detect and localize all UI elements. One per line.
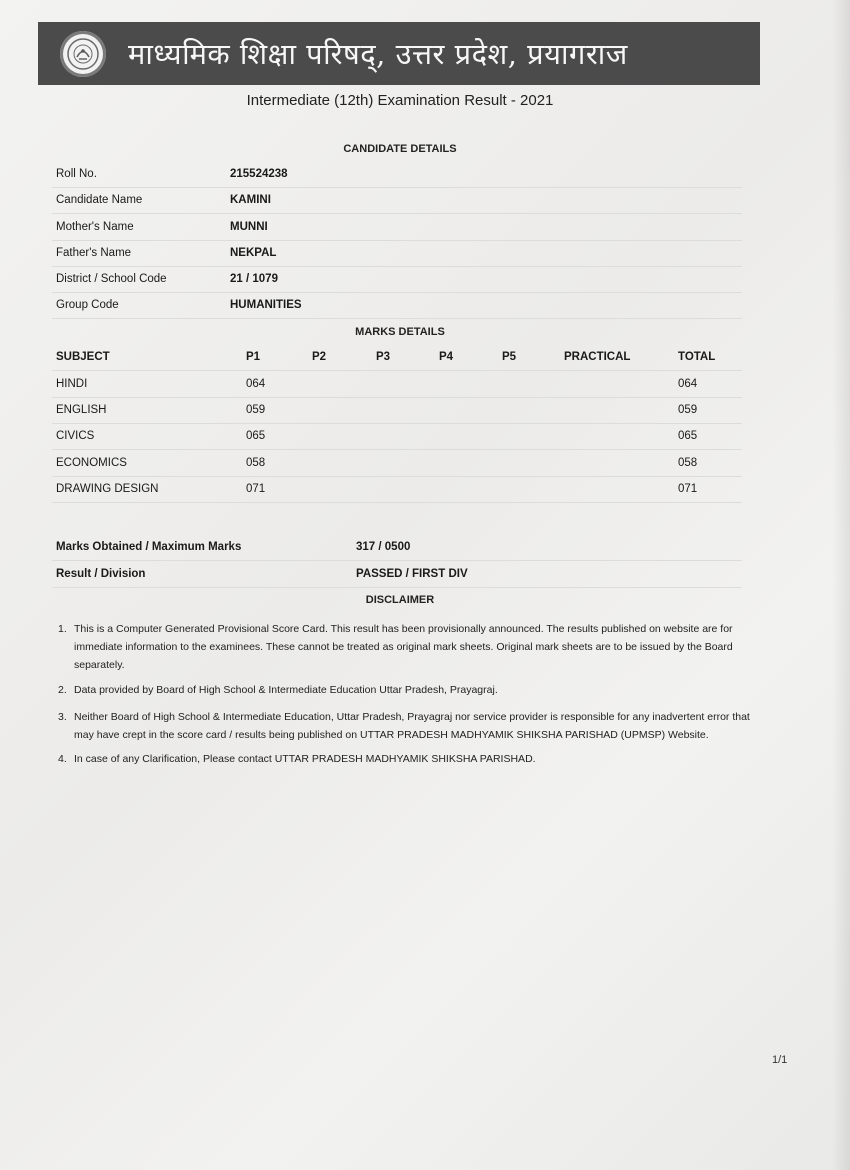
column-header-total: TOTAL — [678, 351, 716, 363]
board-emblem-icon — [60, 31, 106, 77]
exam-title: Intermediate (12th) Examination Result - 2021 — [246, 92, 554, 109]
disclaimer-number: 4. — [58, 753, 67, 765]
result-label: Result / Division — [56, 568, 146, 580]
row-label: District / School Code — [56, 273, 167, 285]
disclaimer-number: 1. — [58, 623, 67, 635]
disclaimer-text: In case of any Clarification, Please contact UTTAR PRADESH MADHYAMIK SHIKSHA PARISHAD. — [74, 753, 536, 765]
column-header-p5: P5 — [502, 351, 517, 363]
subject-cell: DRAWING DESIGN — [56, 483, 159, 495]
p1-cell: 058 — [246, 457, 266, 469]
page-edge-shadow — [832, 0, 850, 1170]
header-band — [38, 22, 760, 85]
total-cell: 065 — [678, 430, 698, 442]
table-row — [52, 476, 742, 503]
column-header-p3: P3 — [376, 351, 391, 363]
candidate-row-group-code — [52, 292, 742, 319]
row-label: Father's Name — [56, 247, 132, 259]
marks-header-row — [52, 344, 742, 371]
disclaimer-item — [58, 681, 750, 699]
p1-cell: 064 — [246, 378, 266, 390]
total-cell: 071 — [678, 483, 698, 495]
total-cell: 064 — [678, 378, 698, 390]
disclaimer-heading: DISCLAIMER — [365, 594, 435, 606]
table-row — [52, 371, 742, 398]
disclaimer-number: 2. — [58, 684, 67, 696]
total-cell: 058 — [678, 457, 698, 469]
disclaimer-text: This is a Computer Generated Provisional Score Card. This result has been provisionally announced. The results published on website are for immediate information to the examinees. These cannot be treated as original mark sheets. Original mark sheets are to be issued by the Board separately. — [74, 623, 733, 671]
row-value: 21 / 1079 — [230, 273, 278, 285]
row-value: HUMANITIES — [230, 299, 302, 311]
p1-cell: 071 — [246, 483, 266, 495]
row-value: 215524238 — [230, 168, 288, 180]
column-header-p4: P4 — [439, 351, 454, 363]
candidate-details-heading: CANDIDATE DETAILS — [343, 143, 457, 155]
disclaimer-text: Neither Board of High School & Intermediate Education, Uttar Pradesh, Prayagraj nor service provider is responsible for any inadvertent error that may have crept in the score card / results being published on UTTAR PRADESH MADHYAMIK SHIKSHA PARISHAD (UPMSP) Website. — [74, 711, 750, 741]
disclaimer-item — [58, 708, 750, 744]
subject-cell: ENGLISH — [56, 404, 107, 416]
page-number: 1/1 — [772, 1054, 788, 1066]
disclaimer-text: Data provided by Board of High School & Intermediate Education Uttar Pradesh, Prayagraj. — [74, 684, 498, 696]
row-value: KAMINI — [230, 194, 271, 206]
candidate-row-father-name — [52, 240, 742, 267]
marks-details-heading: MARKS DETAILS — [355, 326, 445, 338]
board-title: माध्यमिक शिक्षा परिषद्, उत्तर प्रदेश, प्रयागराज — [128, 37, 628, 71]
column-header-practical: PRACTICAL — [564, 351, 631, 363]
subject-cell: CIVICS — [56, 430, 95, 442]
disclaimer-item — [58, 620, 750, 674]
table-row — [52, 450, 742, 477]
column-header-subject: SUBJECT — [56, 351, 110, 363]
marks-obtained-label: Marks Obtained / Maximum Marks — [56, 541, 242, 553]
p1-cell: 059 — [246, 404, 266, 416]
row-value: MUNNI — [230, 221, 268, 233]
row-label: Roll No. — [56, 168, 97, 180]
row-label: Mother's Name — [56, 221, 134, 233]
column-header-p2: P2 — [312, 351, 327, 363]
candidate-row-roll-no — [52, 161, 742, 188]
disclaimer-number: 3. — [58, 711, 67, 723]
subject-cell: ECONOMICS — [56, 457, 127, 469]
marks-obtained-value: 317 / 0500 — [356, 541, 411, 553]
candidate-row-name — [52, 187, 742, 214]
table-row — [52, 423, 742, 450]
row-label: Candidate Name — [56, 194, 143, 206]
summary-row-marks — [52, 534, 742, 561]
column-header-p1: P1 — [246, 351, 261, 363]
result-value: PASSED / FIRST DIV — [356, 568, 468, 580]
candidate-row-district-school — [52, 266, 742, 293]
disclaimer-item — [58, 750, 750, 768]
row-label: Group Code — [56, 299, 119, 311]
candidate-row-mother-name — [52, 214, 742, 241]
table-row — [52, 397, 742, 424]
summary-row-result — [52, 561, 742, 588]
total-cell: 059 — [678, 404, 698, 416]
subject-cell: HINDI — [56, 378, 88, 390]
p1-cell: 065 — [246, 430, 266, 442]
row-value: NEKPAL — [230, 247, 277, 259]
